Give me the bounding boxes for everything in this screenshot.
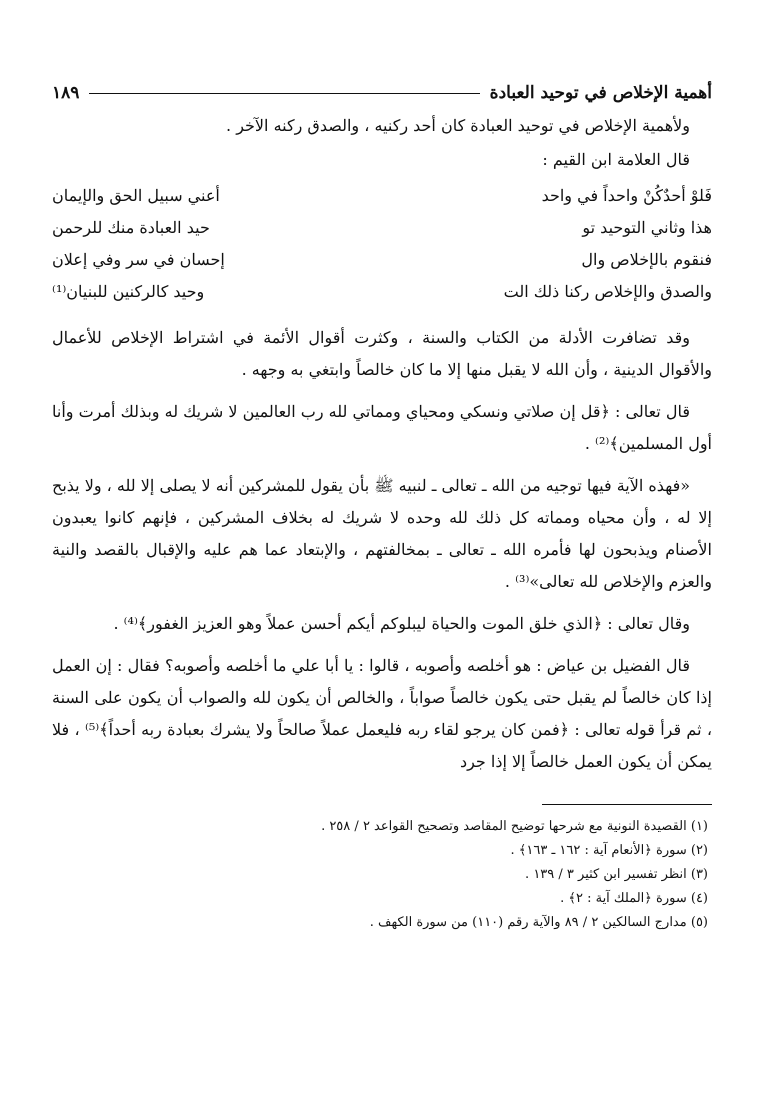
footnote: (٢) سورة ﴿الأنعام آية : ١٦٢ ـ ١٦٣﴾ . [510,843,708,858]
verse-second-hemistich: أعني سبيل الحق والإيمان [52,186,220,205]
running-header [52,78,712,108]
paragraph-1: ولأهمية الإخلاص في توحيد العبادة كان أحد ركنيه ، والصدق ركنه الآخر . [226,116,690,135]
verse-first-hemistich: هذا وثاني التوحيد تو [582,218,712,237]
paragraph-3: وقد تضافرت الأدلة من الكتاب والسنة ، وكثرت أقوال الأئمة في اشتراط الإخلاص للأعمال والأقوال الدينية ، وأن الله لا يقبل منها إلا ما كان خالصاً وابتغي به وجهه . [52,328,712,379]
paragraph-5: «فهذه الآية فيها توجيه من الله ـ تعالى ـ لنبيه ﷺ بأن يقول للمشركين أنه لا يصلى إلا لله ، ولا يذبح إلا له ، وأن محياه ومماته كل ذلك لله وحده لا شريك له بخلاف المشركين ، فإنهم كانوا يعبدون الأصنام ويذبحون لها فأمره الله ـ تعالى ـ بمخالفتهم ، والإبتعاد عما هم عليه والإقبال بالقصد والنية والعزم والإخلاص لله تعالى»⁽³⁾ . [52,476,712,591]
poem-verse [52,244,712,276]
page-number: ١٨٩ [52,83,80,103]
paragraph-6: وقال تعالى : ﴿الذي خلق الموت والحياة ليبلوكم أيكم أحسن عملاً وهو العزيز الغفور﴾⁽⁴⁾ . [113,614,690,633]
footnote: (٤) سورة ﴿الملك آية : ٢﴾ . [560,891,708,906]
footnote: (٣) انظر تفسير ابن كثير ٣ / ١٣٩ . [525,867,708,882]
verse-second-hemistich: وحيد كالركنين للبنيان⁽¹⁾ [52,282,205,301]
running-title: أهمية الإخلاص في توحيد العبادة [489,83,712,103]
verse-second-hemistich: إحسان في سر وفي إعلان [52,250,225,269]
poem-verse [52,276,712,308]
verse-first-hemistich: فَلوْ أحدٌكُنْ واحداً في واحد [541,186,712,205]
verse-second-hemistich: حيد العبادة منك للرحمن [52,218,210,237]
poem-verse [52,180,712,212]
poem [52,180,712,308]
paragraph-7: قال الفضيل بن عياض : هو أخلصه وأصوبه ، قالوا : يا أبا علي ما أخلصه وأصوبه؟ فقال : إن العمل إذا كان خالصاً لم يقبل حتى يكون خالصاً صواباً ، والخالص أن يكون لله والصواب أن يكون على السنة ، ثم قرأ قوله تعالى : ﴿فمن كان يرجو لقاء ربه فليعمل عملاً صالحاً ولا يشرك بعبادة ربه أحداً﴾⁽⁵⁾ ، فلا يمكن أن يكون العمل خالصاً إلا إذا جرد [52,656,712,771]
paragraph-2: قال العلامة ابن القيم : [542,150,690,169]
footnotes [52,815,712,935]
poem-verse [52,212,712,244]
header-rule [89,93,479,94]
verse-first-hemistich: فنقوم بالإخلاص وال [581,250,712,269]
paragraph-4: قال تعالى : ﴿قل إن صلاتي ونسكي ومحياي ومماتي لله رب العالمين لا شريك له وبذلك أمرت وأنا أول المسلمين﴾⁽²⁾ . [52,402,712,453]
footnote-separator [542,804,712,805]
verse-first-hemistich: والصدق والإخلاص ركنا ذلك الت [503,282,712,301]
footnote: (١) القصيدة النونية مع شرحها توضيح المقاصد وتصحيح القواعد ٢ / ٢٥٨ . [321,819,708,834]
book-page [52,78,712,1067]
footnote: (٥) مدارج السالكين ٢ / ٨٩ والآية رقم (١١٠) من سورة الكهف . [369,915,708,930]
